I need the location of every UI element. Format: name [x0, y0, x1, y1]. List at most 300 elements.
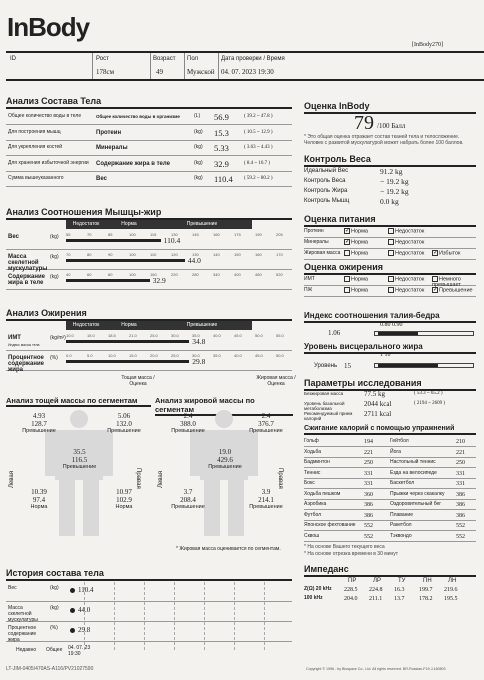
segment-kg: 10.39	[31, 488, 47, 496]
row-value: 29.8	[192, 357, 206, 366]
history-row	[6, 622, 292, 642]
wc-value: − 19.2 kg	[380, 177, 409, 186]
row-value: 44.0	[187, 256, 201, 265]
row-label: ИМТ	[8, 335, 21, 341]
header-cell: Норма	[106, 321, 152, 330]
wc-label: Идеальный Вес	[304, 168, 349, 174]
check-option	[388, 250, 424, 256]
calorie-value: 221	[364, 449, 373, 456]
row-sub: Индекс массы тела	[8, 343, 40, 347]
tick-label: 50.0	[255, 333, 263, 338]
calorie-activity: Футбол	[304, 511, 322, 518]
check-option	[388, 276, 424, 282]
value-bar	[66, 259, 185, 262]
option-label: Недостаток	[395, 276, 425, 283]
sex-label: Пол	[187, 56, 199, 62]
check-row	[304, 249, 476, 260]
row-unit: (kg)	[50, 605, 59, 611]
param-range: ( 2194 ~ 2609 )	[414, 401, 446, 406]
tick-label: 30.0	[171, 333, 179, 338]
visceral-range: 1 10	[380, 352, 391, 358]
impedance-label: Z(Ω) 20 kHz	[304, 586, 332, 592]
chart-row	[6, 231, 292, 250]
visceral-chart	[304, 352, 476, 374]
wc-value: 0.0 kg	[380, 197, 399, 206]
tick-label: 40.0	[234, 353, 242, 358]
calorie-value: 194	[364, 439, 373, 445]
check-option	[432, 250, 460, 256]
calorie-value: 386	[456, 491, 465, 498]
params-title: Параметры исследования	[304, 378, 476, 391]
tick-label: 140	[213, 252, 220, 257]
segment-kg: 2.4	[261, 412, 271, 420]
composition-table	[6, 110, 292, 188]
calorie-row	[304, 500, 476, 510]
calorie-value: 552	[456, 523, 465, 529]
option-label: Недостаток	[395, 239, 425, 246]
tick-label: 60	[87, 272, 92, 277]
calorie-activity: Гейтбол	[390, 438, 409, 444]
row-name: Для хранения избыточной энергии	[8, 159, 89, 166]
row-range: ( 39.2 ~ 47.8 )	[244, 114, 273, 119]
calorie-value: 331	[456, 470, 465, 477]
calorie-row	[304, 532, 476, 542]
row-sub: Протеин	[96, 129, 122, 136]
segment-kg: 35.5	[73, 448, 86, 456]
segment-kg: 4.93	[32, 412, 46, 420]
tick-label: 35.0	[213, 353, 221, 358]
figure-leg	[59, 480, 75, 536]
calorie-activity: Баскетбол	[390, 480, 415, 486]
tick-label: 110	[150, 252, 157, 257]
side-left: Левая	[9, 471, 15, 488]
wc-label: Контроль Жира	[304, 188, 348, 194]
row-label: Процентное содержание жира	[8, 355, 44, 373]
inbody-logo: InBody	[7, 12, 90, 42]
option-label: Недостаток	[395, 228, 425, 235]
calories-title: Сжигание калорий с помощью упражнений	[304, 425, 476, 435]
row-sub: Общее количество воды в организме	[96, 114, 180, 119]
calorie-activity: Езда на велосипеде	[390, 469, 437, 476]
impedance-value: 16.3	[394, 587, 405, 593]
param-label: Уровень базальной метаболизма	[304, 401, 345, 411]
checkbox	[388, 239, 394, 245]
check-option	[344, 287, 368, 293]
tick-label: 160	[150, 272, 157, 277]
tick-label: 115	[150, 232, 157, 237]
segment-ra	[247, 412, 285, 434]
calorie-row	[304, 511, 476, 521]
figure-arm	[103, 430, 113, 476]
history-date: 04. 07. 23 19:30	[68, 645, 91, 657]
composition-row	[6, 141, 292, 156]
tick-label: 520	[276, 272, 283, 277]
row-name: Общее количество воды в теле	[8, 113, 82, 119]
row-value: 32.9	[152, 276, 166, 285]
history-title: История состава тела	[6, 568, 292, 581]
legend-all: Общее	[46, 647, 63, 653]
row-unit: (kg/m²)	[50, 335, 66, 341]
param-label: Безжировая масса	[304, 391, 344, 396]
option-label: Немного превышает	[432, 276, 461, 289]
row-name: Для укрепления костей	[8, 144, 63, 150]
visceral-title: Уровень висцерального жира	[304, 342, 476, 354]
right-column	[304, 94, 478, 664]
row-sub: Содержание жира в теле	[96, 160, 170, 167]
history-point	[70, 588, 75, 593]
tick-label: 340	[213, 272, 220, 277]
tick-label: 10.0	[66, 333, 74, 338]
impedance-col: ПР	[348, 578, 357, 584]
row-unit: (kg)	[194, 175, 203, 181]
whr-chart	[304, 322, 476, 342]
calorie-value: 552	[364, 533, 373, 540]
tick-label: 5.0	[87, 353, 93, 358]
row-range: ( 10.5 ~ 12.9 )	[244, 129, 273, 135]
obesity-eval-table	[304, 275, 476, 307]
checkbox	[344, 250, 350, 256]
composition-title: Анализ Состава Тела	[6, 96, 292, 109]
segment-pct: 132.0	[116, 420, 132, 428]
segment-rl	[105, 488, 143, 510]
height-value: 178см	[96, 68, 115, 76]
checkbox	[344, 276, 350, 282]
calorie-activity: Теннис	[304, 469, 321, 476]
check-label: Жировая масса	[304, 250, 341, 256]
segment-pct: 97.4	[32, 496, 46, 504]
impedance-col: ТУ	[398, 578, 406, 584]
checkbox: ✓	[433, 287, 439, 293]
header-cell: Недостаток	[66, 220, 106, 229]
tick-label: 145	[192, 232, 199, 237]
segment-status: Превышение	[171, 428, 205, 434]
tick-label: 45.0	[255, 353, 263, 358]
segment-pct: 214.1	[258, 496, 274, 504]
muscle-fat-chart	[6, 220, 292, 288]
tick-label: 190	[255, 232, 262, 237]
tick-label: 30.0	[192, 353, 200, 358]
calorie-value: 386	[456, 512, 465, 519]
row-sub: Вес	[96, 176, 107, 182]
nutrition-title: Оценка питания	[304, 214, 476, 227]
fat-segment-figure	[155, 408, 293, 538]
param-range: ( 53.3 ~ 65.2 )	[414, 391, 443, 396]
calorie-value: 386	[364, 512, 373, 519]
figure-head	[70, 410, 88, 428]
calorie-activity: Бадминтон	[304, 459, 330, 465]
segment-status: Превышение	[249, 428, 283, 434]
model-label: [InBody270]	[412, 42, 443, 48]
footer-right: Copyright © 1996 - by Biospace Co., Ltd. All rights reserved. BR-Russian-F19-J-160803	[306, 667, 446, 671]
figure-head	[215, 410, 233, 428]
calorie-row	[304, 448, 476, 458]
row-label: Вес	[8, 234, 19, 240]
check-row	[304, 275, 476, 289]
composition-row	[6, 126, 292, 141]
row-value: 5.33	[214, 143, 229, 153]
checkbox	[388, 287, 394, 293]
calorie-value: 331	[456, 481, 465, 487]
segment-pct: 376.7	[258, 420, 274, 428]
composition-row	[6, 110, 292, 125]
option-label: Недостаток	[395, 250, 425, 257]
segment-la	[169, 412, 207, 434]
segment-pct: 128.7	[31, 420, 47, 428]
composition-row	[6, 172, 292, 187]
check-row	[304, 286, 476, 297]
footer-left: LT-JIM-0405/470AS-A116/PV21027590	[6, 666, 94, 672]
tick-label: 220	[171, 272, 178, 277]
tick-label: 80	[108, 272, 113, 277]
date-label: Дата проверки / Время	[221, 56, 285, 62]
history-table	[6, 582, 292, 662]
check-option	[344, 239, 368, 245]
impedance-title: Импеданс	[304, 564, 476, 577]
impedance-col: ЛР	[373, 578, 381, 584]
history-row	[6, 602, 292, 622]
param-value: 77.5 kg	[364, 390, 385, 398]
tick-label: 400	[234, 272, 241, 277]
tick-label: 18.5	[108, 333, 116, 338]
history-point	[70, 628, 75, 633]
segment-tr	[61, 448, 99, 470]
value-bar	[66, 279, 150, 282]
option-label: Недостаток	[395, 287, 425, 294]
segment-pct: 102.9	[116, 496, 132, 504]
row-value: 44.0	[78, 606, 91, 614]
tick-label: 21.0	[129, 333, 137, 338]
calorie-value: 331	[364, 470, 373, 477]
header-cell: Норма	[106, 220, 152, 229]
weight-control-table	[304, 168, 476, 212]
option-label: Превышение	[439, 287, 473, 294]
segment-status: Превышение	[208, 464, 242, 470]
check-option	[344, 276, 368, 282]
row-sub: Минералы	[96, 145, 128, 151]
calorie-value: 331	[364, 481, 373, 487]
lean-caption: Тощая масса / Оценка	[121, 375, 155, 387]
history-point	[70, 608, 75, 613]
history-row	[6, 582, 292, 602]
left-column	[6, 94, 296, 664]
side-right: Правая	[277, 468, 283, 489]
score-suffix: /100 Балл	[377, 122, 406, 130]
segment-rl	[247, 488, 285, 510]
impedance-col: ЛН	[448, 578, 457, 584]
tick-label: 40.0	[213, 333, 221, 338]
segment-status: Превышение	[62, 464, 97, 470]
side-right: Правая	[135, 468, 141, 489]
impedance-value: 204.0	[344, 596, 358, 602]
tick-label: 90	[108, 252, 113, 257]
segment-kg: 3.7	[183, 488, 193, 496]
calorie-activity: Прыжки через скакалку	[390, 490, 445, 497]
tick-label: 205	[276, 232, 283, 237]
tick-label: 35.0	[192, 333, 200, 338]
segment-pct: 208.4	[180, 496, 196, 504]
checkbox	[344, 287, 350, 293]
impedance-label: 100 kHz	[304, 595, 323, 601]
checkbox: ✓	[345, 228, 351, 234]
calorie-value: 552	[364, 523, 373, 529]
check-row	[304, 238, 476, 249]
whr-value: 1.06	[328, 329, 341, 337]
calorie-value: 250	[364, 460, 373, 466]
figure-arm	[45, 430, 55, 476]
row-unit: (kg)	[50, 274, 59, 280]
tick-label: 160	[255, 252, 262, 257]
segment-kg: 3.9	[261, 488, 271, 496]
obesity-eval-title: Оценка ожирения	[304, 262, 476, 275]
calorie-activity: Японское фехтование	[304, 522, 356, 528]
row-value: 110.4	[78, 586, 94, 594]
wc-label: Контроль Мышц	[304, 198, 350, 204]
score-note: * Это общая оценка отражает состав тканей тела и телосложение. Человек с развитой мускулатурой может набрать более 100 баллов.	[304, 134, 464, 146]
header-cell: Превышение	[152, 321, 252, 330]
tick-label: 55.0	[276, 333, 284, 338]
option-label: Норма	[351, 276, 368, 283]
tick-label: 0.0	[66, 353, 72, 358]
row-value: 32.9	[214, 158, 229, 169]
tick-label: 70	[87, 232, 92, 237]
segment-status: Превышение	[107, 428, 141, 434]
chart-row	[6, 332, 292, 351]
row-label: Вес	[8, 585, 17, 591]
age-label: Возраст	[153, 56, 176, 62]
row-unit: (kg)	[194, 159, 203, 166]
row-range: ( 3.63 ~ 4.43 )	[244, 145, 273, 150]
row-unit: (kg)	[194, 144, 203, 150]
check-row	[304, 227, 476, 238]
calorie-activity: Ракетбол	[390, 522, 412, 528]
tick-label: 45.0	[234, 333, 242, 338]
calorie-value: 386	[456, 502, 465, 508]
calorie-activity: Настольный теннис	[390, 459, 436, 465]
row-unit: (kg)	[194, 128, 203, 135]
wc-value: 91.2 kg	[380, 167, 403, 176]
tick-label: 100	[129, 232, 136, 237]
segment-ll	[169, 488, 207, 510]
header-cell: Недостаток	[66, 321, 106, 330]
tick-label: 40	[66, 272, 71, 277]
obesity-title: Анализ Ожирения	[6, 308, 292, 321]
check-option	[344, 228, 368, 234]
checkbox: ✓	[345, 239, 351, 245]
params-table	[304, 391, 476, 421]
check-option	[344, 250, 368, 256]
impedance-value: 224.8	[369, 587, 383, 593]
chart-row	[6, 251, 292, 270]
checkbox	[388, 228, 394, 234]
check-option	[388, 228, 424, 234]
segment-tr	[206, 448, 244, 470]
check-option	[388, 239, 424, 245]
tick-label: 20.0	[150, 353, 158, 358]
calorie-activity: Плавание	[390, 511, 414, 518]
param-value: 2711 kcal	[364, 410, 392, 418]
tick-label: 100	[129, 272, 136, 277]
obesity-chart	[6, 321, 292, 373]
muscle-fat-title: Анализ Соотношения Мышцы-жир	[6, 207, 292, 220]
row-unit: (kg)	[50, 254, 59, 260]
checkbox: ✓	[433, 250, 439, 256]
calorie-activity: Сквош	[304, 532, 320, 539]
calorie-row	[304, 437, 476, 447]
chart-row	[6, 271, 292, 290]
calorie-row	[304, 479, 476, 489]
row-label: Содержание жира в теле	[8, 274, 45, 286]
tick-label: 175	[234, 232, 241, 237]
row-value: 15.3	[214, 127, 229, 138]
row-unit: (%)	[50, 355, 58, 361]
row-label: Процентное содержание жира	[8, 625, 37, 643]
calorie-row	[304, 469, 476, 479]
impedance-value: 13.7	[394, 596, 405, 602]
tick-label: 15.0	[87, 333, 95, 338]
check-option	[432, 287, 473, 293]
segment-kg: 19.0	[218, 448, 232, 456]
impedance-col: ПН	[423, 578, 432, 584]
tick-label: 50.0	[276, 353, 284, 358]
whr-title: Индекс соотношения талия-бедра	[304, 311, 476, 323]
tick-label: 80	[87, 252, 92, 257]
calorie-activity: Оздоровительный бег	[390, 501, 442, 507]
row-value: 110.4	[214, 174, 233, 184]
calorie-value: 250	[456, 460, 465, 466]
nutrition-table	[304, 227, 476, 261]
calorie-value: 386	[364, 502, 373, 508]
calorie-row	[304, 458, 476, 468]
chart-row	[6, 352, 292, 371]
calorie-activity: Ходьба	[304, 448, 322, 455]
row-name: Сумма вышеуказанного	[8, 175, 64, 181]
lean-segment-figure	[6, 408, 151, 538]
calorie-value: 210	[456, 439, 465, 445]
value-bar	[66, 239, 161, 242]
checkbox	[388, 276, 394, 282]
segment-footnote: * Жировая масса оценивается по сегментам.	[176, 546, 281, 552]
tick-label: 280	[192, 272, 199, 277]
segment-status: Норма	[30, 504, 48, 510]
lean-seg-title: Анализ тощей массы по сегментам	[6, 396, 151, 407]
figure-arm	[248, 430, 258, 476]
row-value: 56.9	[214, 112, 229, 122]
row-label: Масса скелетной мускулатуры	[8, 605, 38, 623]
row-name: Для построения мышц	[8, 128, 61, 135]
check-option	[388, 287, 424, 293]
calories-table	[304, 437, 476, 543]
weight-control-title: Контроль Веса	[304, 154, 476, 167]
impedance-value: 211.1	[369, 596, 383, 602]
calorie-activity: Ходьба пешком	[304, 490, 341, 497]
age-value: 49	[156, 68, 163, 76]
whr-range: 0.80 0.90	[380, 322, 403, 328]
visceral-label: Уровень	[314, 363, 338, 369]
row-unit: (kg)	[50, 234, 59, 240]
score-title: Оценка InBody	[304, 101, 476, 114]
tick-label: 130	[171, 232, 178, 237]
figure-arm	[190, 430, 200, 476]
wc-label: Контроль Веса	[304, 178, 346, 184]
segment-kg: 5.06	[117, 412, 131, 420]
segment-pct: 388.0	[180, 420, 196, 428]
impedance-value: 228.5	[344, 587, 358, 593]
calorie-activity: Йога	[390, 448, 401, 455]
wc-value: − 19.2 kg	[380, 187, 409, 196]
row-value: 34.8	[192, 337, 206, 346]
figure-leg	[83, 480, 99, 536]
row-unit: (L)	[194, 113, 201, 119]
